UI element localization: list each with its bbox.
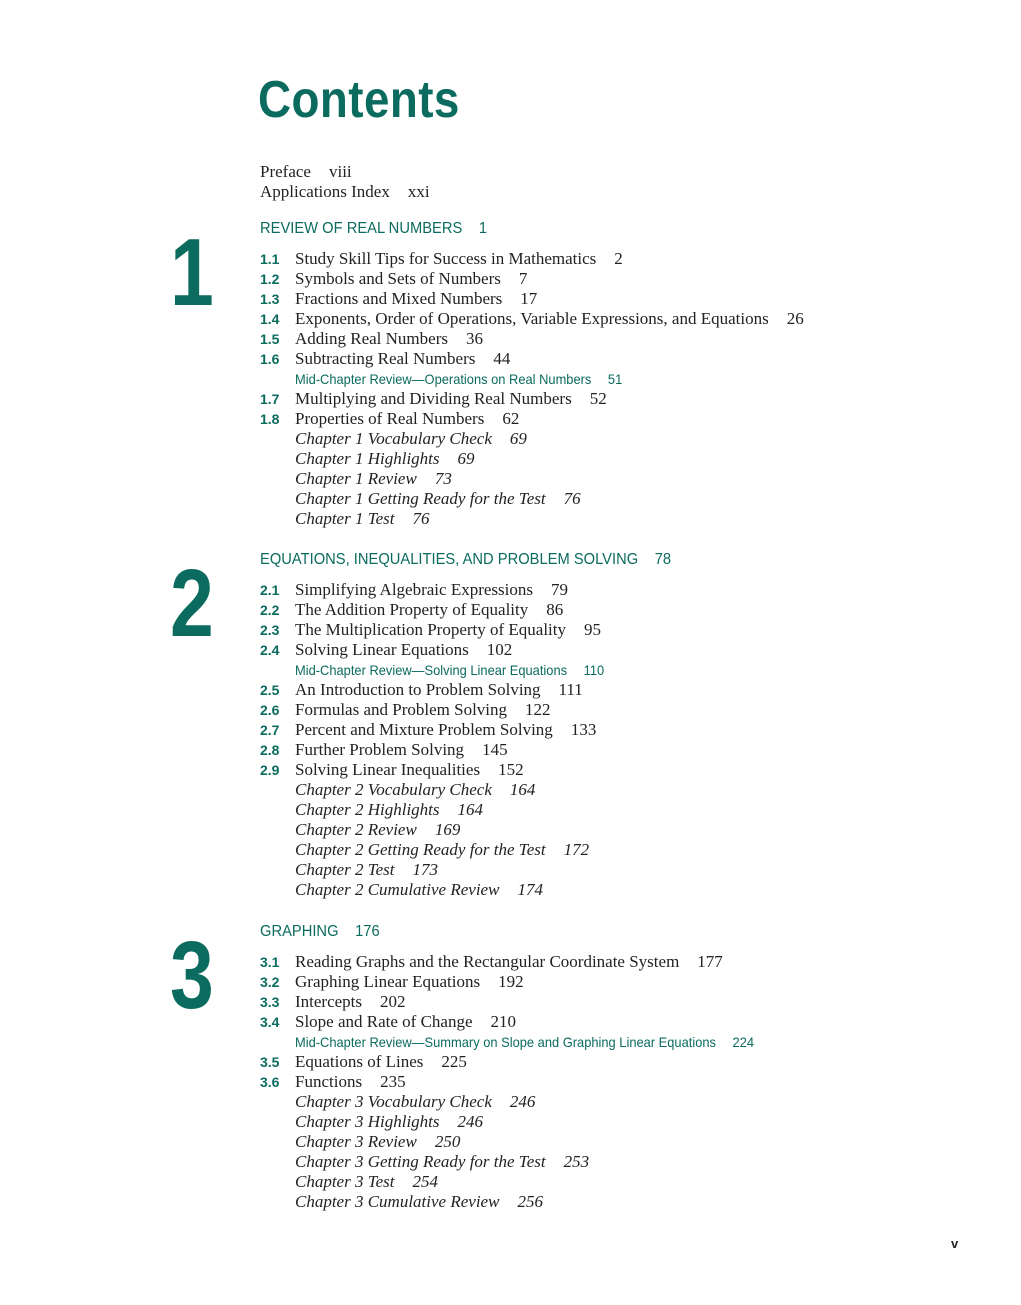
section-entry [295,800,483,820]
section-entry [295,820,460,840]
section-title: Chapter 2 Highlights [295,800,440,819]
chapter-title: REVIEW OF REAL NUMBERS [260,220,463,237]
section-title: Chapter 1 Review [295,469,417,488]
section-number: 1.7 [260,391,280,407]
section-number: 2.9 [260,762,280,778]
section-title: Properties of Real Numbers [295,409,485,428]
section-title: Chapter 3 Review [295,1132,417,1151]
section-number: 1.3 [260,291,280,307]
chapter-number: 2 [170,550,214,657]
section-page: 111 [558,680,583,699]
section-page: 133 [570,720,597,739]
section-title: Mid-Chapter Review—Operations on Real Numbers [295,371,592,387]
section-number: 3.6 [260,1074,280,1090]
section-entry [295,449,475,469]
section-entry [295,249,623,269]
section-page: 95 [584,620,602,639]
chapter-title: GRAPHING [260,923,339,940]
section-title: Mid-Chapter Review—Summary on Slope and Graphing Linear Equations [295,1034,716,1050]
section-entry [295,509,430,529]
section-title: Solving Linear Equations [295,640,469,659]
section-title: Exponents, Order of Operations, Variable Expressions, and Equations [295,309,769,328]
section-number: 1.8 [260,411,280,427]
section-entry [295,760,524,780]
section-entry [295,840,589,860]
chapter-heading [260,550,671,570]
section-entry [295,720,596,740]
front-matter-label: Preface [260,162,311,181]
section-title: Simplifying Algebraic Expressions [295,580,533,599]
section-title: Mid-Chapter Review—Solving Linear Equations [295,662,568,678]
section-title: Intercepts [295,992,363,1011]
section-entry [295,1052,467,1072]
section-title: Further Problem Solving [295,740,465,759]
section-number: 3.1 [260,954,280,970]
section-title: Chapter 3 Cumulative Review [295,1192,500,1211]
front-matter-item [260,182,430,202]
section-number: 2.2 [260,602,280,618]
section-title: Fractions and Mixed Numbers [295,289,503,308]
section-page: 102 [486,640,513,659]
section-page: 169 [434,820,461,839]
section-title: Chapter 3 Highlights [295,1112,440,1131]
section-title: Chapter 2 Cumulative Review [295,880,500,899]
section-number: 1.2 [260,271,280,287]
section-title: Functions [295,1072,363,1091]
section-entry [295,580,568,600]
section-page: 246 [509,1092,536,1111]
section-page: 76 [563,489,581,508]
section-number: 3.4 [260,1014,280,1030]
section-page: 76 [412,509,430,528]
section-entry [295,740,508,760]
section-number: 1.5 [260,331,280,347]
section-number: 2.4 [260,642,280,658]
section-entry [295,1092,535,1112]
section-title: Formulas and Problem Solving [295,700,508,719]
section-number: 2.7 [260,722,280,738]
chapter-heading [260,219,487,239]
section-number: 2.6 [260,702,280,718]
section-title: Chapter 1 Getting Ready for the Test [295,489,546,508]
section-page: 122 [525,700,551,719]
section-entry [295,389,607,409]
section-entry [295,860,438,880]
section-page: 224 [732,1034,755,1050]
section-page: 173 [412,860,439,879]
section-number: 3.5 [260,1054,280,1070]
section-title: Chapter 3 Getting Ready for the Test [295,1152,546,1171]
section-page: 79 [550,580,568,599]
section-entry [295,309,804,329]
section-page: 250 [434,1132,461,1151]
section-page: 253 [563,1152,590,1171]
section-title: Chapter 1 Vocabulary Check [295,429,492,448]
section-entry [295,640,512,660]
section-entry [295,1152,589,1172]
section-page: 73 [434,469,452,488]
section-number: 1.1 [260,251,280,267]
front-matter-label: Applications Index [260,182,390,201]
section-entry [295,409,519,429]
section-entry [295,1072,406,1092]
section-number: 2.8 [260,742,280,758]
section-entry [295,952,723,972]
section-page: 164 [457,800,484,819]
page-number: v [951,1236,959,1251]
section-entry [295,992,406,1012]
section-entry [295,880,543,900]
section-number: 2.3 [260,622,280,638]
section-entry [295,700,551,720]
section-page: 26 [786,309,804,328]
section-number: 2.1 [260,582,280,598]
section-entry [295,429,527,449]
section-entry [295,369,622,389]
front-matter-page: xxi [407,182,430,201]
section-page: 44 [493,349,511,368]
section-title: Subtracting Real Numbers [295,349,476,368]
chapter-number: 3 [170,922,214,1029]
section-page: 51 [607,371,623,387]
section-page: 17 [520,289,538,308]
section-page: 256 [517,1192,543,1211]
section-page: 69 [509,429,527,448]
section-entry [295,680,583,700]
section-page: 174 [517,880,543,899]
section-title: Study Skill Tips for Success in Mathematics [295,249,597,268]
section-page: 36 [465,329,483,348]
section-entry [295,660,604,680]
section-title: Chapter 1 Test [295,509,395,528]
section-title: Adding Real Numbers [295,329,448,348]
section-page: 254 [412,1172,439,1191]
section-entry [295,269,527,289]
section-title: Slope and Rate of Change [295,1012,473,1031]
section-entry [295,489,581,509]
section-title: Equations of Lines [295,1052,424,1071]
section-page: 2 [614,249,623,268]
section-page: 192 [498,972,524,991]
section-page: 52 [589,389,607,408]
chapter-number: 1 [170,219,214,326]
front-matter-item [260,162,430,182]
section-page: 145 [482,740,508,759]
section-page: 246 [457,1112,484,1131]
section-title: Symbols and Sets of Numbers [295,269,501,288]
chapter-page: 78 [654,551,672,568]
section-title: Chapter 2 Test [295,860,395,879]
section-entry [295,972,524,992]
section-entry [295,780,535,800]
section-number: 2.5 [260,682,280,698]
section-page: 69 [457,449,475,468]
section-entry [295,1012,516,1032]
section-title: The Multiplication Property of Equality [295,620,567,639]
section-page: 172 [563,840,590,859]
chapter-title: EQUATIONS, INEQUALITIES, AND PROBLEM SOLVING [260,551,639,568]
section-title: Chapter 2 Vocabulary Check [295,780,492,799]
section-title: Chapter 2 Getting Ready for the Test [295,840,546,859]
section-entry [295,469,452,489]
section-title: Multiplying and Dividing Real Numbers [295,389,572,408]
section-title: Chapter 2 Review [295,820,417,839]
page-title: Contents [258,71,460,129]
section-page: 164 [509,780,536,799]
section-entry [295,1112,483,1132]
section-page: 210 [490,1012,517,1031]
section-title: Chapter 3 Vocabulary Check [295,1092,492,1111]
section-page: 235 [380,1072,406,1091]
section-title: The Addition Property of Equality [295,600,529,619]
section-number: 1.4 [260,311,280,327]
front-matter [260,162,430,202]
front-matter-page: viii [328,162,352,181]
section-entry [295,1032,754,1052]
section-title: Solving Linear Inequalities [295,760,481,779]
section-number: 3.2 [260,974,280,990]
chapter-page: 176 [355,923,380,940]
section-page: 86 [546,600,564,619]
section-entry [295,289,537,309]
section-entry [295,600,563,620]
chapter-heading [260,922,380,942]
section-entry [295,1192,543,1212]
section-entry [295,620,601,640]
section-page: 225 [441,1052,467,1071]
section-title: Percent and Mixture Problem Solving [295,720,553,739]
section-page: 177 [697,952,723,971]
section-entry [295,1132,460,1152]
section-title: An Introduction to Problem Solving [295,680,541,699]
section-title: Reading Graphs and the Rectangular Coordinate System [295,952,680,971]
chapter-page: 1 [478,220,488,237]
section-entry [295,1172,438,1192]
section-title: Chapter 1 Highlights [295,449,440,468]
section-number: 3.3 [260,994,280,1010]
section-page: 7 [518,269,528,288]
section-entry [295,329,483,349]
section-page: 202 [380,992,406,1011]
section-entry [295,349,510,369]
section-number: 1.6 [260,351,280,367]
section-page: 62 [502,409,520,428]
section-title: Graphing Linear Equations [295,972,481,991]
section-page: 110 [583,662,605,678]
section-title: Chapter 3 Test [295,1172,395,1191]
section-page: 152 [498,760,524,779]
